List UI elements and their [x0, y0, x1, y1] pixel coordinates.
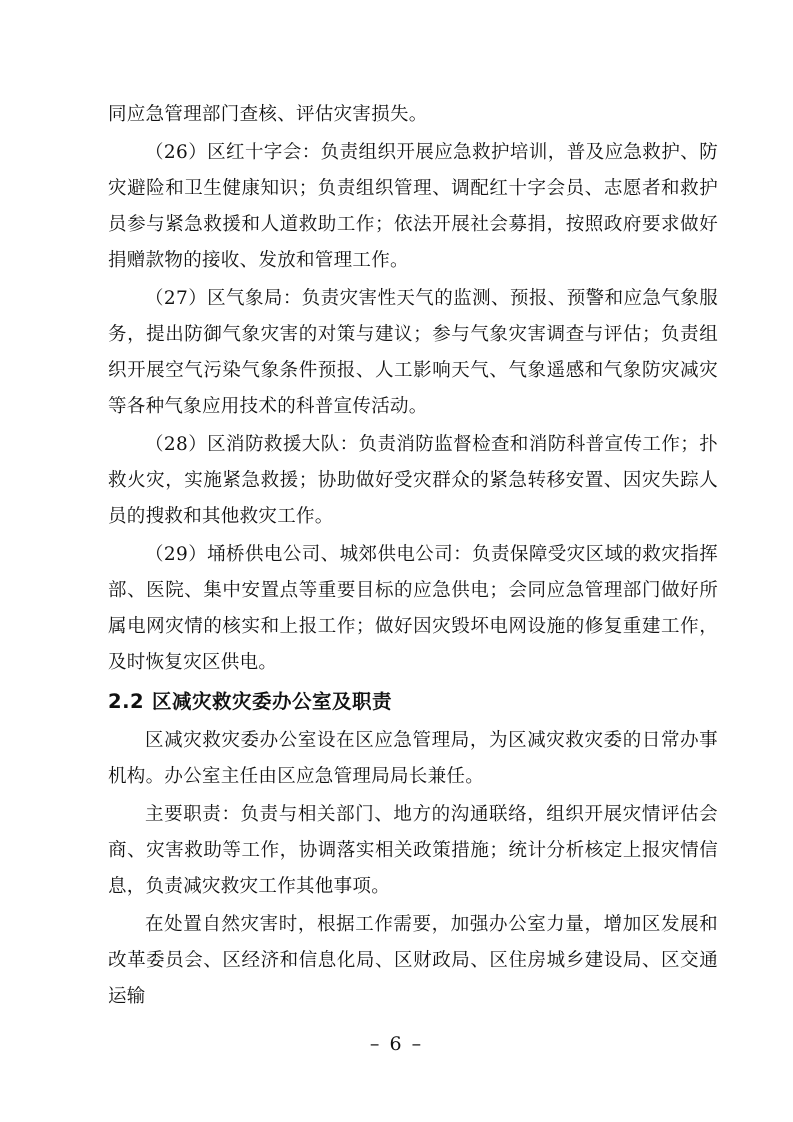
paragraph-item-28: （28）区消防救援大队：负责消防监督检查和消防科普宣传工作；扑救火灾，实施紧急救援；协助做好受灾群众的紧急转移安置、因灾失踪人员的搜救和其他救灾工作。 — [108, 434, 718, 527]
paragraph-item-27: （27）区气象局：负责灾害性天气的监测、预报、预警和应急气象服务，提出防御气象灾害的对策与建议；参与气象灾害调查与评估；负责组织开展空气污染气象条件预报、人工影响天气、气象遥感和气象防灾减灾等各种气象应用技术的科普宣传活动。 — [108, 288, 718, 417]
paragraph-disaster-handling: 在处置自然灾害时，根据工作需要，加强办公室力量，增加区发展和改革委员会、区经济和信息化局、区财政局、区住房城乡建设局、区交通运输 — [108, 914, 718, 1007]
paragraph-item-26: （26）区红十字会：负责组织开展应急救护培训，普及应急救护、防灾避险和卫生健康知识；负责组织管理、调配红十字会员、志愿者和救护员参与紧急救援和人道救助工作；依法开展社会募捐，按照政府要求做好捐赠款物的接收、发放和管理工作。 — [108, 142, 718, 271]
paragraph-item-29: （29）埇桥供电公司、城郊供电公司：负责保障受灾区域的救灾指挥部、医院、集中安置点等重要目标的应急供电；会同应急管理部门做好所属电网灾情的核实和上报工作；做好因灾毁坏电网设施的修复重建工作，及时恢复灾区供电。 — [108, 544, 718, 673]
page-number: – 6 – — [369, 1033, 424, 1055]
paragraph-main-duties: 主要职责：负责与相关部门、地方的沟通联络，组织开展灾情评估会商、灾害救助等工作，协调落实相关政策措施；统计分析核定上报灾情信息，负责减灾救灾工作其他事项。 — [108, 804, 718, 897]
section-number: 2.2 — [108, 690, 145, 713]
paragraph-continuation: 同应急管理部门查核、评估灾害损失。 — [108, 104, 428, 125]
section-title: 区减灾救灾委办公室及职责 — [152, 690, 393, 713]
page-body — [108, 97, 718, 1017]
paragraph-office-location: 区减灾救灾委办公室设在区应急管理局，为区减灾救灾委的日常办事机构。办公室主任由区应急管理局局长兼任。 — [108, 730, 718, 787]
section-heading — [108, 683, 718, 721]
